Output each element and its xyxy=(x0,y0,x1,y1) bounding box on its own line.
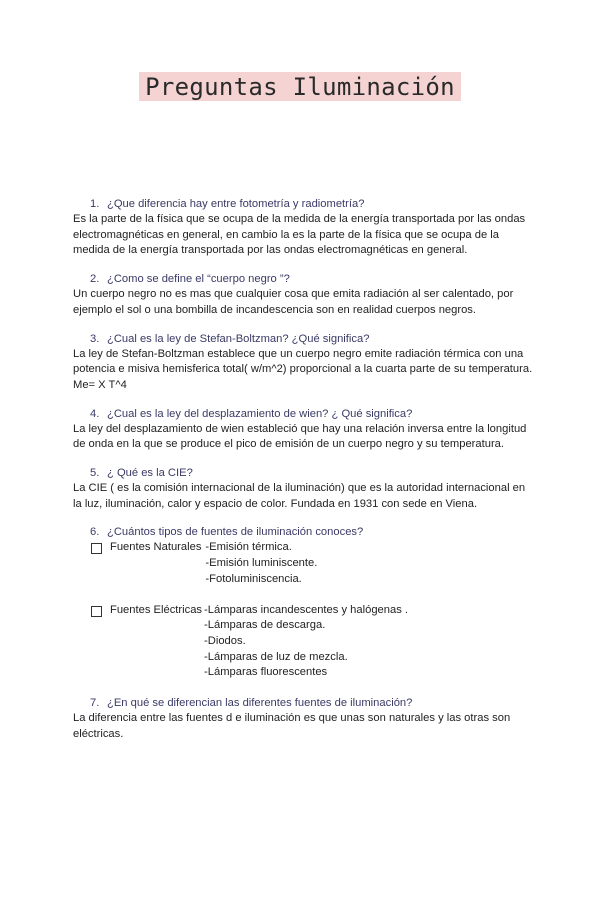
question-text: ¿ Qué es la CIE? xyxy=(107,467,193,480)
natural-sources-item xyxy=(91,540,533,587)
checkbox-icon xyxy=(91,606,102,617)
question-text: ¿Que diferencia hay entre fotometría y radiometría? xyxy=(107,198,365,210)
answer-4: La ley del desplazamiento de wien estableció que hay una relación inversa entre la longitud de onda en la que se produce el pico de emisión de un cuerpo negro y su temperatura. xyxy=(73,422,527,451)
answer-1: Es la parte de la física que se ocupa de la medida de la energía transportada por las ondas electromagnéticas en general, en cambio la es la parte de la física que se ocupa de la medida de la energía transportada por las ondas electromagnéticas en general. xyxy=(73,213,526,257)
question-number: 1. xyxy=(90,198,100,210)
natural-source: -Fotoluminiscencia. xyxy=(205,572,302,585)
question-number: 3. xyxy=(90,332,100,345)
question-6 xyxy=(90,524,533,540)
natural-source: -Emisión térmica. xyxy=(205,541,292,554)
question-text: ¿En qué se diferencian las diferentes fuentes de iluminación? xyxy=(107,697,413,710)
question-4 xyxy=(90,406,533,422)
electric-source: -Diodos. xyxy=(204,634,246,647)
electric-source: -Lámparas incandescentes y halógenas . xyxy=(204,603,409,616)
question-number: 7. xyxy=(90,697,100,710)
answer-3: La ley de Stefan-Boltzman establece que un cuerpo negro emite radiación térmica con una potencia e misiva hemisferica total( w/m^2) proporcional a la cuarta parte de su temperatura. Me= X T^4 xyxy=(73,347,533,391)
electric-sources-item xyxy=(91,603,533,682)
answer-5: La CIE ( es la comisión internacional de la iluminación) que es la autoridad internacional en la luz, iluminación, calor y espacio de color. Fundada en 1931 con sede en Viena. xyxy=(73,482,526,510)
natural-sources-subitems xyxy=(205,540,317,587)
electric-source: -Lámparas fluorescentes xyxy=(204,666,328,679)
natural-source: -Emisión luminiscente. xyxy=(205,557,318,570)
document-content xyxy=(73,196,533,754)
checkbox-icon xyxy=(91,543,102,554)
title-wrapper xyxy=(0,72,600,101)
question-1 xyxy=(90,196,533,212)
question-7 xyxy=(90,695,533,711)
question-text: ¿Cuántos tipos de fuentes de iluminación conoces? xyxy=(107,526,364,539)
document-page xyxy=(0,72,600,920)
question-2 xyxy=(90,271,533,287)
question-5 xyxy=(90,465,533,481)
question-number: 4. xyxy=(90,407,100,420)
question-number: 5. xyxy=(90,467,100,480)
question-text: ¿Cual es la ley del desplazamiento de wien? ¿ Qué significa? xyxy=(107,407,413,420)
answer-2: Un cuerpo negro no es mas que cualquier cosa que emita radiación al ser calentado, por ejemplo el sol o una bombilla de incandescencia son en realidad cuerpos negros. xyxy=(73,288,514,316)
answer-7: La diferencia entre las fuentes d e iluminación es que unas son naturales y las otras son eléctricas. xyxy=(73,712,511,740)
page-title: Preguntas Iluminación xyxy=(139,72,461,101)
electric-source: -Lámparas de luz de mezcla. xyxy=(204,650,348,663)
electric-source: -Lámparas de descarga. xyxy=(204,619,326,632)
question-number: 6. xyxy=(90,526,100,539)
question-number: 2. xyxy=(90,273,100,286)
question-text: ¿Cual es la ley de Stefan-Boltzman? ¿Qué significa? xyxy=(107,332,370,345)
sources-list xyxy=(73,540,533,681)
electric-sources-label: Fuentes Eléctricas xyxy=(110,603,203,616)
natural-sources-label: Fuentes Naturales xyxy=(110,541,202,554)
electric-sources-subitems xyxy=(204,603,408,682)
question-3 xyxy=(90,331,533,347)
question-text: ¿Como se define el “cuerpo negro ”? xyxy=(107,273,290,286)
